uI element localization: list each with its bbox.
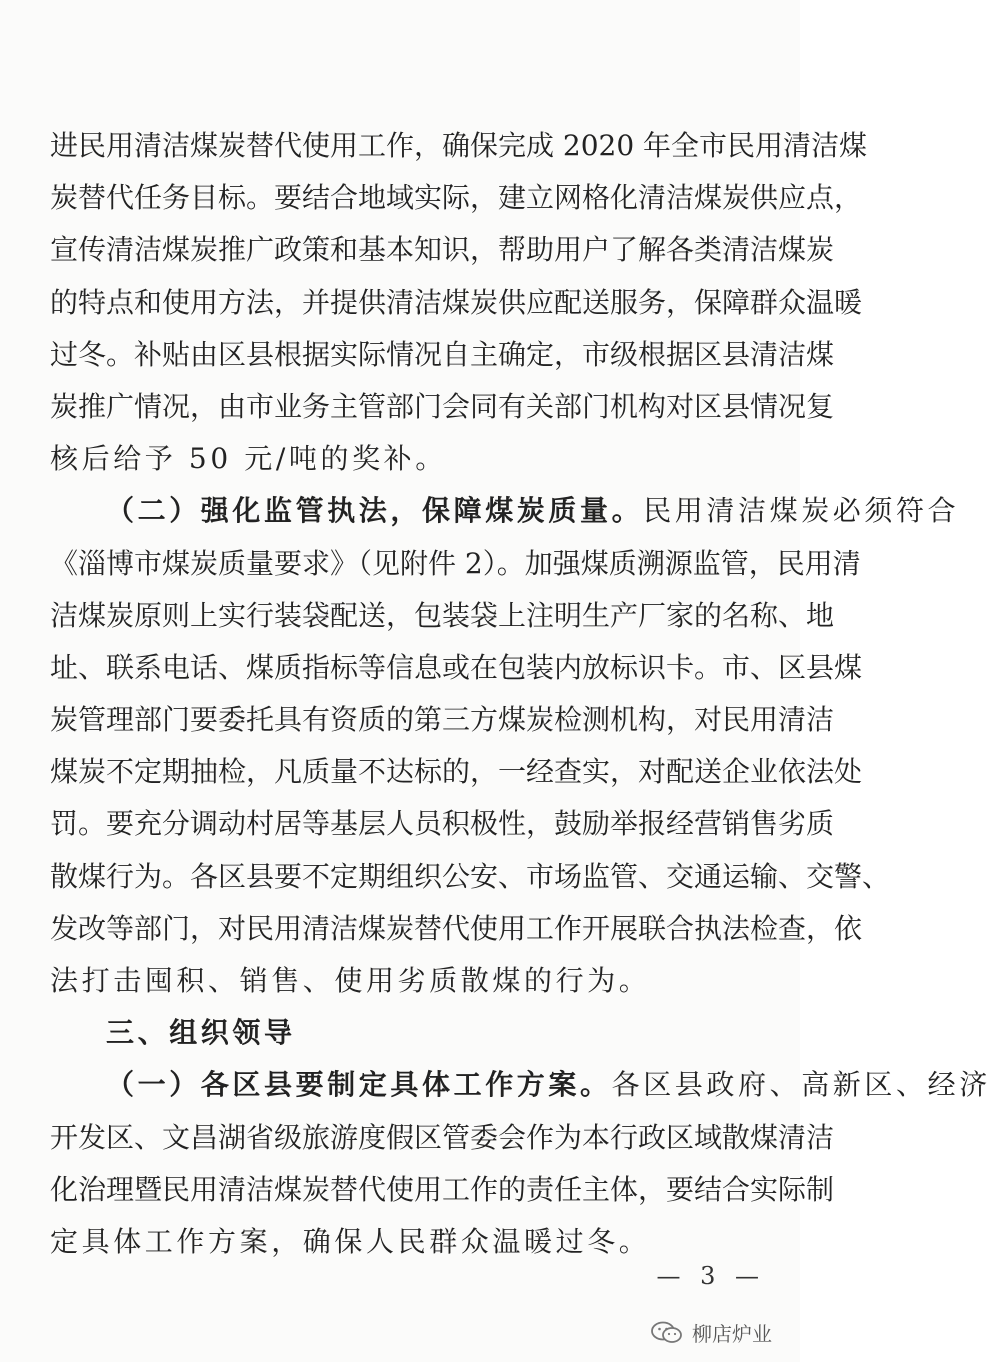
text-line: 过冬。补贴由区县根据实际情况自主确定，市级根据区县清洁煤 xyxy=(50,337,835,371)
text-line: 散煤行为。各区县要不定期组织公安、市场监管、交通运输、交警、 xyxy=(50,859,891,893)
text-line: 址、联系电话、煤质指标等信息或在包装内放标识卡。市、区县煤 xyxy=(50,650,863,684)
paragraph-start-line xyxy=(50,485,960,537)
text-line: 炭管理部门要委托具有资质的第三方煤炭检测机构，对民用清洁 xyxy=(50,703,835,737)
text-line: 开发区、文昌湖省级旅游度假区管委会作为本行政区域散煤清洁 xyxy=(50,1120,835,1154)
text-line: 炭替代任务目标。要结合地域实际，建立网格化清洁煤炭供应点， xyxy=(50,181,863,215)
text-line: 发改等部门，对民用清洁煤炭替代使用工作开展联合执法检查，依 xyxy=(50,911,863,945)
text-line: 进民用清洁煤炭替代使用工作，确保完成 2020 年全市民用清洁煤 xyxy=(50,129,868,162)
text-line: 宣传清洁煤炭推广政策和基本知识，帮助用户了解各类清洁煤炭 xyxy=(50,233,835,267)
text-line: 的特点和使用方法，并提供清洁煤炭供应配送服务，保障群众温暖 xyxy=(50,285,863,319)
text-line: 炭推广情况，由市业务主管部门会同有关部门机构对区县情况复 xyxy=(50,389,835,423)
text-line: 《淄博市煤炭质量要求》（见附件 2）。加强煤质溯源监管，民用清 xyxy=(50,546,861,580)
wechat-icon xyxy=(650,1321,684,1345)
section-lead: （二）强化监管执法，保障煤炭质量。 xyxy=(106,494,644,528)
text-line: 法打击囤积、销售、使用劣质散煤的行为。 xyxy=(50,964,651,997)
text-line: 洁煤炭原则上实行装袋配送，包装袋上注明生产厂家的名称、地 xyxy=(50,598,835,632)
paragraph-start-line xyxy=(50,1059,991,1111)
section-lead-continuation: 各区县政府、高新区、经济 xyxy=(611,1068,991,1102)
text-line: 煤炭不定期抽检，凡质量不达标的，一经查实，对配送企业依法处 xyxy=(50,755,863,789)
watermark xyxy=(650,1318,772,1347)
section-heading: 三、组织领导 xyxy=(106,1016,296,1050)
document-body xyxy=(50,120,991,1268)
page-number: — 3 — xyxy=(656,1262,765,1290)
watermark-label: 柳店炉业 xyxy=(692,1322,772,1346)
text-line: 化治理暨民用清洁煤炭替代使用工作的责任主体，要结合实际制 xyxy=(50,1172,835,1206)
text-line: 核后给予 50 元/吨的奖补。 xyxy=(50,442,447,476)
text-line: 定具体工作方案，确保人民群众温暖过冬。 xyxy=(50,1224,651,1258)
section-lead: （一）各区县要制定具体工作方案。 xyxy=(106,1068,612,1102)
section-lead-continuation: 民用清洁煤炭必须符合 xyxy=(643,494,960,528)
text-line: 罚。要充分调动村居等基层人员积极性，鼓励举报经营销售劣质 xyxy=(50,807,835,841)
